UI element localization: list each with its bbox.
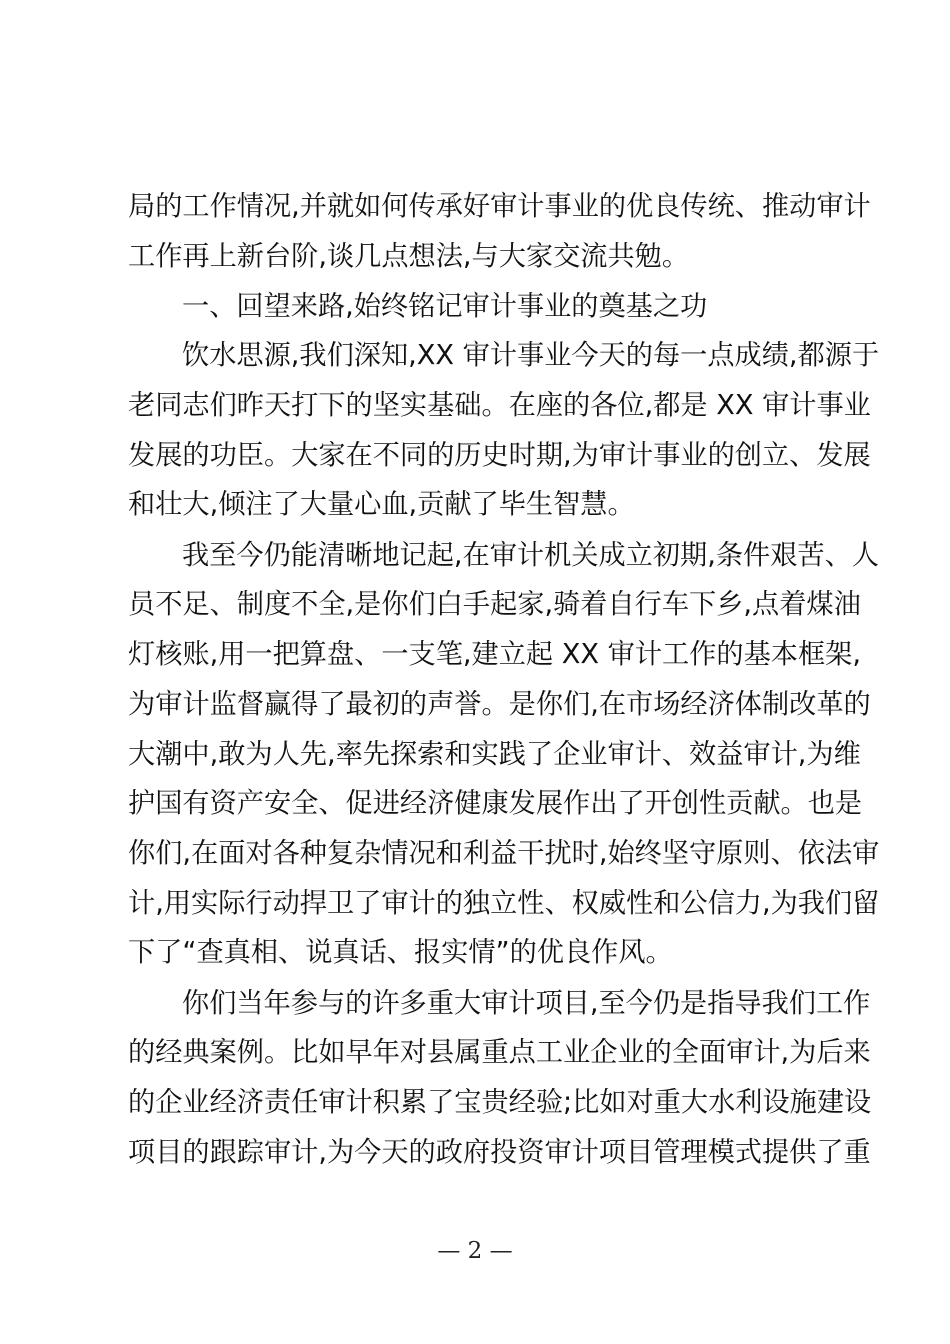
page-number: — 2 — [437,1238,513,1264]
text-line: 你们当年参与的许多重大审计项目,至今仍是指导我们工作 [182,988,871,1019]
text-line: 员不足、制度不全,是你们白手起家,骑着自行车下乡,点着煤油 [128,589,861,620]
text-line: 局的工作情况,并就如何传承好审计事业的优良传统、推动审计 [128,191,871,222]
text-line: 我至今仍能清晰地记起,在审计机关成立初期,条件艰苦、人 [182,540,879,571]
text-line: 发展的功臣。大家在不同的历史时期,为审计事业的创立、发展 [128,440,871,471]
text-line: 的企业经济责任审计积累了宝贵经验;比如对重大水利设施建设 [128,1087,872,1118]
text-line: 饮水思源,我们深知,XX 审计事业今天的每一点成绩,都源于 [182,340,880,371]
text-line: 项目的跟踪审计,为今天的政府投资审计项目管理模式提供了重 [128,1137,871,1168]
text-line: 工作再上新台阶,谈几点想法,与大家交流共勉。 [128,241,690,272]
text-line: 大潮中,敢为人先,率先探索和实践了企业审计、效益审计,为维 [128,739,861,770]
section-heading: 一、回望来路,始终铭记审计事业的奠基之功 [182,291,708,322]
text-line: 下了“查真相、说真话、报实情”的优良作风。 [128,937,673,968]
text-line: 灯核账,用一把算盘、一支笔,建立起 XX 审计工作的基本框架, [128,639,861,670]
text-line: 和壮大,倾注了大量心血,贡献了毕生智慧。 [128,489,635,520]
text-line: 你们,在面对各种复杂情况和利益干扰时,始终坚守原则、依法审 [128,838,880,869]
text-line: 护国有资产安全、促进经济健康发展作出了开创性贡献。也是 [128,788,863,819]
text-line: 老同志们昨天打下的坚实基础。在座的各位,都是 XX 审计事业 [128,390,871,421]
text-line: 的经典案例。比如早年对县属重点工业企业的全面审计,为后来 [128,1037,871,1068]
text-line: 为审计监督赢得了最初的声誉。是你们,在市场经济体制改革的 [128,689,871,720]
text-line: 计,用实际行动捍卫了审计的独立性、权威性和公信力,为我们留 [128,888,880,919]
